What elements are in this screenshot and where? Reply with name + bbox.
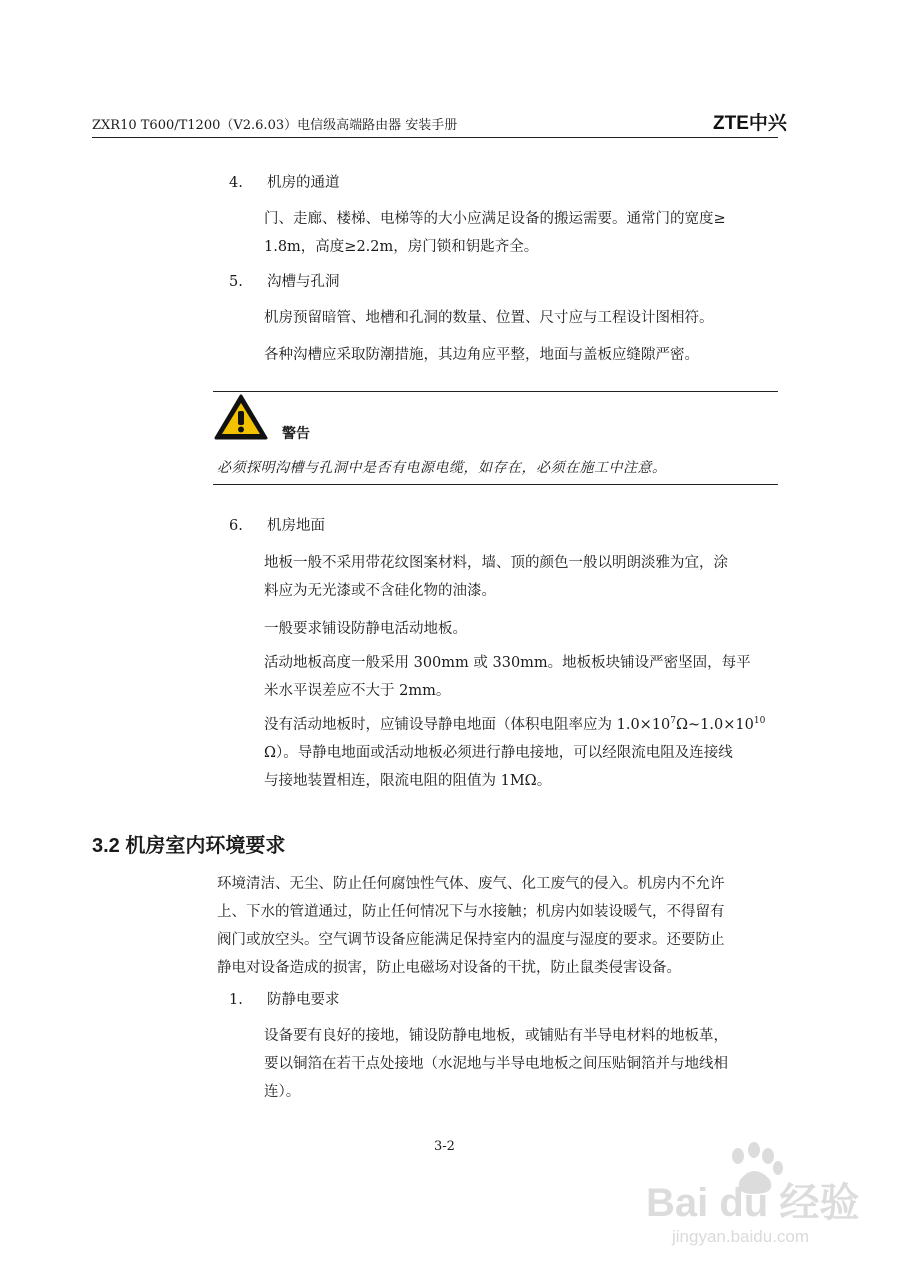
- text-line: 连）。: [264, 1084, 301, 1100]
- text-line: 环境清洁、无尘、防止任何腐蚀性气体、废气、化工废气的侵入。机房内不允许: [217, 876, 725, 892]
- subitem-1-heading: [229, 989, 340, 1011]
- subitem-1-paragraph: [264, 1022, 728, 1106]
- item-6-title: 机房地面: [267, 518, 325, 534]
- text-line: 1.8m，高度≥2.2m，房门锁和钥匙齐全。: [264, 239, 539, 255]
- item-4-paragraph: [264, 205, 784, 261]
- header-divider: [92, 137, 778, 138]
- text-line: 活动地板高度一般采用 300mm 或 330mm。地板板块铺设严密坚固，每平: [264, 655, 751, 671]
- header-title: ZXR10 T600/T1200（V2.6.03）电信级高端路由器 安装手册: [92, 118, 458, 133]
- warning-top-rule: [213, 391, 778, 392]
- section-title: 3.2 机房室内环境要求: [92, 835, 286, 857]
- zte-logo: [713, 110, 787, 134]
- item-6-number: 6.: [229, 518, 243, 534]
- text-line: 没有活动地板时，应铺设导静电地面（体积电阻率应为 $1.0\times 10^7\Omega\sim 1.0\times 10^{10}$: [264, 716, 766, 733]
- page-number: 3-2: [434, 1139, 455, 1154]
- item-6-heading: [229, 515, 325, 537]
- text-line: 料应为无光漆或不含硅化物的油漆。: [264, 583, 496, 599]
- baidu-jingyan-watermark: [642, 1138, 860, 1258]
- item-5-title: 沟槽与孔洞: [267, 274, 340, 290]
- item-6-paragraph-1: [264, 549, 728, 605]
- text-line: Ω）。导静电地面或活动地板必须进行静电接地，可以经限流电阻及连接线: [264, 745, 733, 761]
- warning-bottom-rule: [213, 484, 778, 485]
- text-line: 要以铜箔在若干点处接地（水泥地与半导电地板之间压贴铜箔并与地线相: [264, 1056, 728, 1072]
- item-6-paragraph-2: 一般要求铺设防静电活动地板。: [264, 621, 467, 637]
- text-line: 阀门或放空头。空气调节设备应能满足保持室内的温度与湿度的要求。还要防止: [217, 932, 725, 948]
- item-6-paragraph-4: [264, 711, 765, 795]
- text-line: 设备要有良好的接地，铺设防静电地板，或铺贴有半导电材料的地板革，: [264, 1028, 728, 1044]
- text-line: 门、走廊、楼梯、电梯等的大小应满足设备的搬运需要。通常门的宽度≥: [264, 211, 726, 227]
- svg-text:jingyan.baidu.com: jingyan.baidu.com: [672, 1227, 810, 1246]
- item-4-number: 4.: [229, 175, 243, 191]
- text-line: 静电对设备造成的损害，防止电磁场对设备的干扰，防止鼠类侵害设备。: [217, 960, 681, 976]
- item-6-paragraph-3: [264, 649, 751, 705]
- subitem-1-number: 1.: [229, 992, 243, 1008]
- warning-triangle-icon: [213, 393, 269, 441]
- item-5-paragraph-1: 机房预留暗管、地槽和孔洞的数量、位置、尺寸应与工程设计图相符。: [264, 310, 714, 326]
- item-4-title: 机房的通道: [267, 175, 340, 191]
- section-intro: [217, 870, 725, 982]
- item-4-heading: [229, 172, 340, 194]
- item-5-number: 5.: [229, 274, 243, 290]
- svg-text:ZTE中兴: ZTE中兴: [713, 113, 787, 134]
- item-5-paragraph-2: 各种沟槽应采取防潮措施，其边角应平整，地面与盖板应缝隙严密。: [264, 347, 699, 363]
- text-line: 米水平误差应不大于 2mm。: [264, 683, 451, 699]
- warning-text: 必须探明沟槽与孔洞中是否有电源电缆，如存在，必须在施工中注意。: [217, 460, 667, 476]
- text-line: 与接地装置相连，限流电阻的阻值为 1MΩ。: [264, 773, 552, 789]
- subitem-1-title: 防静电要求: [267, 992, 340, 1008]
- svg-text:Bai du 经验: Bai du 经验: [646, 1181, 860, 1225]
- text-line: 上、下水的管道通过，防止任何情况下与水接触；机房内如装设暖气，不得留有: [217, 904, 725, 920]
- text-line: 地板一般不采用带花纹图案材料，墙、顶的颜色一般以明朗淡雅为宜，涂: [264, 555, 728, 571]
- item-5-heading: [229, 271, 340, 293]
- warning-label: 警告: [282, 426, 310, 442]
